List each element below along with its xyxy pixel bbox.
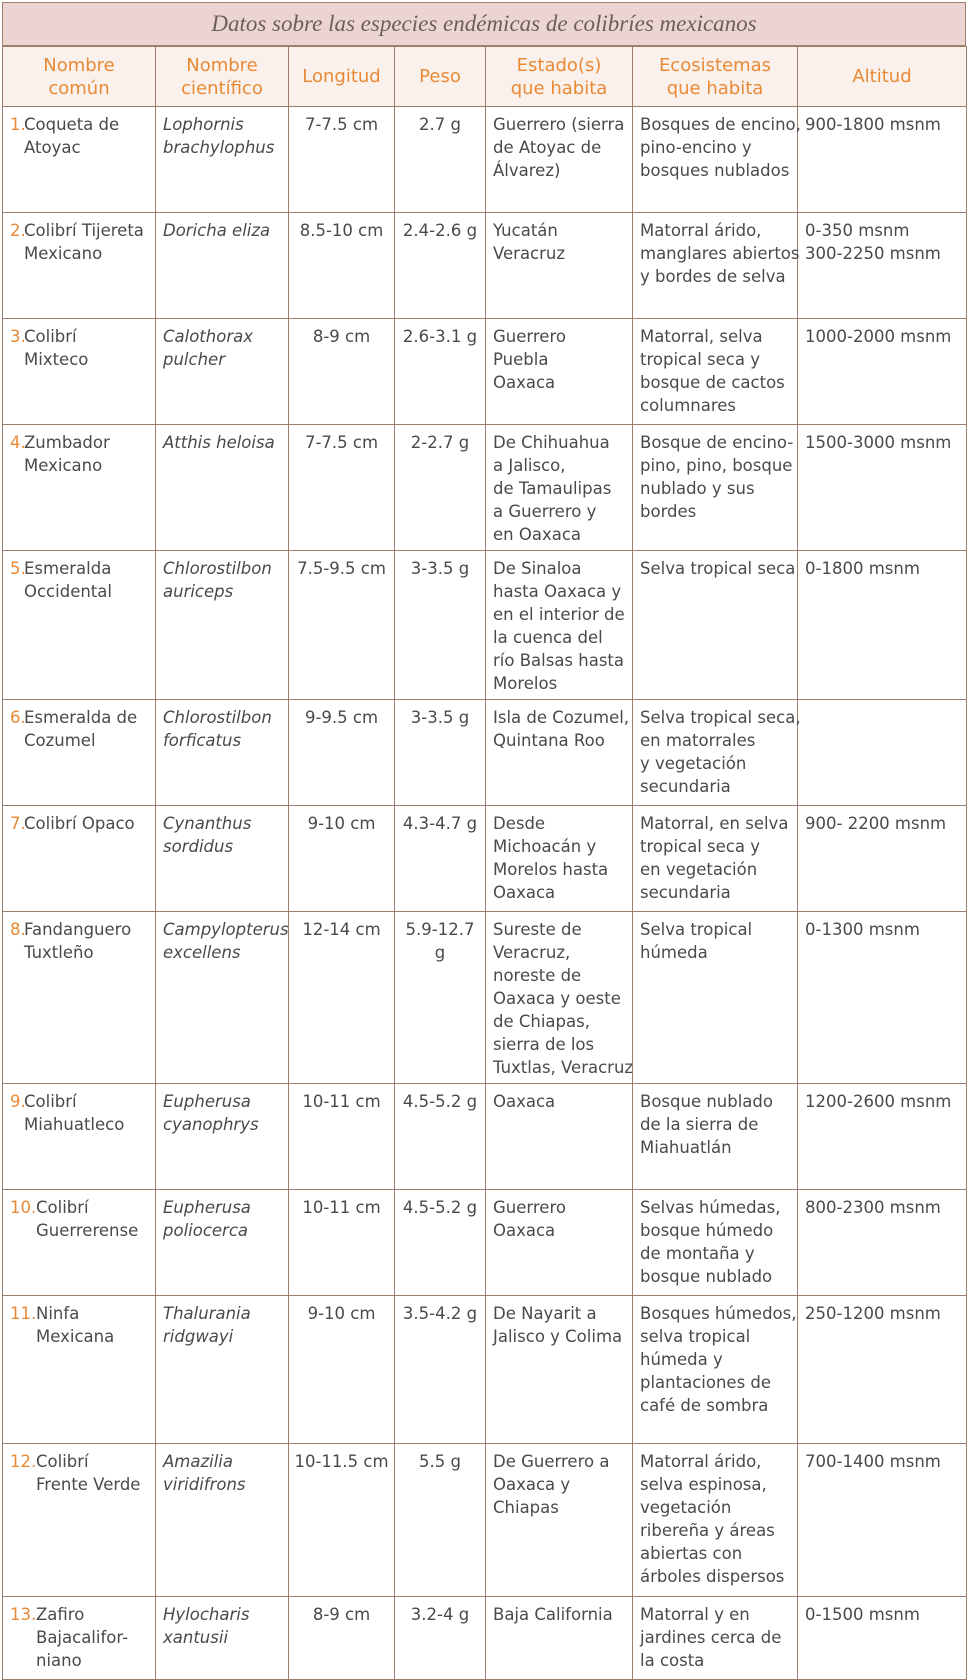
cell-line: Oaxaca	[493, 1092, 556, 1111]
row-number: 7.	[10, 814, 26, 833]
cell-line: 700-1400 msnm	[805, 1452, 941, 1471]
cell-line: Tuxtleño	[24, 943, 94, 962]
cell-line: 1500-3000 msnm	[805, 433, 952, 452]
cell-states	[486, 1444, 633, 1597]
cell-line: forficatus	[163, 731, 242, 750]
cell-altitude	[798, 1084, 967, 1190]
cell-line: la cuenca del	[493, 628, 603, 647]
cell-states	[486, 1190, 633, 1296]
cell-altitude	[798, 551, 967, 700]
cell-line: Isla de Cozumel,	[493, 708, 630, 727]
cell-line: Atoyac	[24, 138, 81, 157]
cell-line: Ninfa	[36, 1304, 80, 1323]
cell-line: 800-2300 msnm	[805, 1198, 941, 1217]
common-name	[24, 557, 149, 603]
cell-line: de montaña y	[640, 1244, 755, 1263]
cell-line: Matorral árido,	[640, 1452, 762, 1471]
table-row	[3, 107, 967, 213]
cell-scientific-name	[156, 1296, 289, 1444]
cell-line: a Jalisco,	[493, 456, 566, 475]
cell-line: 0-350 msnm	[805, 221, 910, 240]
cell-line: Chlorostilbon	[163, 559, 272, 578]
cell-line: sordidus	[163, 837, 234, 856]
cell-line: Guerrero	[493, 1198, 566, 1217]
cell-line: pino, pino, bosque	[640, 456, 793, 475]
cell-line: selva tropical	[640, 1327, 751, 1346]
cell-line: de Tamaulipas	[493, 479, 612, 498]
cell-line: auriceps	[163, 582, 234, 601]
cell-states	[486, 1597, 633, 1680]
cell-weight: 2.4-2.6 g	[395, 213, 486, 319]
cell-common-name	[3, 1597, 156, 1680]
cell-line: Occidental	[24, 582, 112, 601]
cell-length: 10-11 cm	[289, 1190, 395, 1296]
cell-scientific-name	[156, 1444, 289, 1597]
cell-line: Jalisco y Colima	[493, 1327, 623, 1346]
cell-line: en matorrales	[640, 731, 756, 750]
cell-line: Bajacalifor-	[36, 1628, 129, 1647]
cell-common-name	[3, 213, 156, 319]
cell-weight: 3.2-4 g	[395, 1597, 486, 1680]
cell-length: 7-7.5 cm	[289, 107, 395, 213]
cell-line: Mexicana	[36, 1327, 115, 1346]
cell-line: Thalurania	[163, 1304, 251, 1323]
row-number: 9.	[10, 1092, 26, 1111]
cell-weight: 2-2.7 g	[395, 425, 486, 551]
cell-line: Colibrí	[36, 1198, 89, 1217]
cell-line: tropical seca y	[640, 350, 760, 369]
cell-line: 1200-2600 msnm	[805, 1092, 952, 1111]
cell-line: Oaxaca	[493, 373, 556, 392]
common-name	[24, 812, 149, 835]
header-length: Longitud	[289, 47, 395, 107]
common-name	[36, 1196, 149, 1242]
cell-line: Lophornis	[163, 115, 244, 134]
cell-states	[486, 425, 633, 551]
cell-line: Chiapas	[493, 1498, 559, 1517]
cell-line: Coqueta de	[24, 115, 120, 134]
cell-line: Mexicano	[24, 244, 103, 263]
cell-line: 0-1300 msnm	[805, 920, 920, 939]
cell-line: xantusii	[163, 1628, 229, 1647]
cell-scientific-name	[156, 425, 289, 551]
table-row	[3, 1296, 967, 1444]
cell-line: Morelos hasta	[493, 860, 609, 879]
cell-line: Frente Verde	[36, 1475, 141, 1494]
cell-line: De Guerrero a	[493, 1452, 610, 1471]
table-row	[3, 1084, 967, 1190]
cell-common-name	[3, 1296, 156, 1444]
cell-line: Esmeralda	[24, 559, 112, 578]
cell-line: Sureste de	[493, 920, 582, 939]
cell-line: abiertas con	[640, 1544, 743, 1563]
cell-line: café de sombra	[640, 1396, 769, 1415]
row-number: 5.	[10, 559, 26, 578]
cell-common-name	[3, 107, 156, 213]
species-table	[2, 46, 967, 1680]
cell-length: 8-9 cm	[289, 1597, 395, 1680]
cell-line: Veracruz	[493, 244, 566, 263]
cell-ecosystems	[633, 806, 798, 912]
cell-line: Selva tropical seca,	[640, 708, 801, 727]
cell-scientific-name	[156, 1084, 289, 1190]
cell-line: De Sinaloa	[493, 559, 582, 578]
cell-line: bosque de cactos	[640, 373, 785, 392]
cell-ecosystems	[633, 107, 801, 213]
cell-line: viridifrons	[163, 1475, 246, 1494]
cell-line: río Balsas hasta	[493, 651, 625, 670]
cell-weight: 2.6-3.1 g	[395, 319, 486, 425]
cell-line: Veracruz,	[493, 943, 571, 962]
cell-line: excellens	[163, 943, 241, 962]
cell-scientific-name	[156, 912, 289, 1084]
cell-line: Miahuatleco	[24, 1115, 125, 1134]
cell-line: Selva tropical	[640, 920, 753, 939]
cell-states	[486, 213, 633, 319]
cell-line: niano	[36, 1651, 82, 1670]
cell-states	[486, 1084, 633, 1190]
cell-states	[486, 806, 633, 912]
table-title: Datos sobre las especies endémicas de colibríes mexicanos	[2, 2, 966, 46]
cell-line: manglares abiertos	[640, 244, 800, 263]
cell-line: 900-1800 msnm	[805, 115, 941, 134]
cell-line: Chlorostilbon	[163, 708, 272, 727]
cell-scientific-name	[156, 700, 289, 806]
cell-line: Baja California	[493, 1605, 613, 1624]
cell-altitude	[798, 1296, 967, 1444]
cell-line: Matorral, en selva	[640, 814, 789, 833]
cell-line: 0-1800 msnm	[805, 559, 920, 578]
cell-line: plantaciones de	[640, 1373, 772, 1392]
header-row	[3, 47, 967, 107]
cell-line: Zafiro	[36, 1605, 85, 1624]
cell-line: en el interior de	[493, 605, 625, 624]
cell-ecosystems	[633, 319, 798, 425]
cell-line: Oaxaca	[493, 883, 556, 902]
cell-altitude	[798, 806, 967, 912]
cell-length: 9-9.5 cm	[289, 700, 395, 806]
header-scientific-name: Nombre científico	[156, 47, 289, 107]
cell-altitude	[798, 1444, 967, 1597]
cell-line: y bordes de selva	[640, 267, 786, 286]
cell-weight: 5.9-12.7 g	[395, 912, 486, 1084]
cell-line: Bosque nublado	[640, 1092, 773, 1111]
cell-line: de Chiapas,	[493, 1012, 590, 1031]
cell-line: 1000-2000 msnm	[805, 327, 952, 346]
row-number: 3.	[10, 327, 26, 346]
cell-states	[486, 912, 633, 1084]
cell-line: 900- 2200 msnm	[805, 814, 947, 833]
cell-scientific-name	[156, 806, 289, 912]
cell-weight: 4.5-5.2 g	[395, 1084, 486, 1190]
cell-line: Michoacán y	[493, 837, 597, 856]
cell-line: de la sierra de	[640, 1115, 759, 1134]
cell-altitude	[798, 425, 967, 551]
cell-ecosystems	[633, 213, 798, 319]
cell-scientific-name	[156, 107, 289, 213]
cell-line: Eupherusa	[163, 1198, 251, 1217]
cell-line: Guerrero (sierra	[493, 115, 625, 134]
cell-length: 9-10 cm	[289, 1296, 395, 1444]
cell-line: Calothorax	[163, 327, 253, 346]
cell-line: bosques nublados	[640, 161, 790, 180]
cell-common-name	[3, 700, 156, 806]
cell-line: brachylophus	[163, 138, 275, 157]
cell-line: Oaxaca y	[493, 1475, 571, 1494]
common-name	[36, 1603, 149, 1672]
cell-line: secundaria	[640, 777, 731, 796]
cell-line: húmeda	[640, 943, 708, 962]
cell-states	[486, 319, 633, 425]
cell-scientific-name	[156, 319, 289, 425]
cell-length: 7.5-9.5 cm	[289, 551, 395, 700]
cell-line: Miahuatlán	[640, 1138, 732, 1157]
cell-line: Tuxtlas, Veracruz	[493, 1058, 634, 1077]
cell-ecosystems	[633, 1190, 798, 1296]
cell-line: bosque húmedo	[640, 1221, 774, 1240]
header-ecosystems: Ecosistemas que habita	[633, 47, 798, 107]
cell-line: cyanophrys	[163, 1115, 259, 1134]
table-row	[3, 700, 967, 806]
cell-common-name	[3, 1444, 156, 1597]
table-row	[3, 1597, 967, 1680]
cell-line: noreste de	[493, 966, 582, 985]
cell-altitude	[798, 1597, 967, 1680]
cell-line: Esmeralda de	[24, 708, 138, 727]
cell-weight: 3-3.5 g	[395, 700, 486, 806]
cell-length: 10-11 cm	[289, 1084, 395, 1190]
cell-line: Bosques húmedos,	[640, 1304, 797, 1323]
cell-states	[486, 107, 633, 213]
cell-line: Mixteco	[24, 350, 89, 369]
common-name	[36, 1302, 149, 1348]
row-number: 2.	[10, 221, 26, 240]
cell-line: Zumbador	[24, 433, 110, 452]
cell-line: hasta Oaxaca y	[493, 582, 622, 601]
cell-line: Matorral y en	[640, 1605, 750, 1624]
cell-length: 7-7.5 cm	[289, 425, 395, 551]
row-number: 6.	[10, 708, 26, 727]
cell-line: Matorral árido,	[640, 221, 762, 240]
cell-line: en vegetación	[640, 860, 758, 879]
common-name	[24, 219, 149, 265]
cell-line: Oaxaca	[493, 1221, 556, 1240]
cell-altitude	[798, 107, 967, 213]
common-name	[24, 431, 149, 477]
cell-ecosystems	[633, 912, 798, 1084]
header-common-name: Nombre común	[3, 47, 156, 107]
common-name	[24, 706, 149, 752]
cell-line: Guerrero	[493, 327, 566, 346]
cell-line: Colibrí	[36, 1452, 89, 1471]
cell-line: Guerrerense	[36, 1221, 139, 1240]
cell-weight: 2.7 g	[395, 107, 486, 213]
cell-line: Amazilia	[163, 1452, 233, 1471]
cell-length: 8-9 cm	[289, 319, 395, 425]
table-row	[3, 319, 967, 425]
cell-states	[486, 551, 633, 700]
common-name	[24, 325, 149, 371]
cell-altitude	[798, 912, 967, 1084]
cell-line: Selva tropical seca	[640, 559, 796, 578]
cell-line: Colibrí Opaco	[24, 814, 135, 833]
cell-altitude	[798, 1190, 967, 1296]
cell-line: ridgwayi	[163, 1327, 234, 1346]
cell-line: Yucatán	[493, 221, 558, 240]
cell-line: De Nayarit a	[493, 1304, 597, 1323]
table-row	[3, 1190, 967, 1296]
cell-line: 300-2250 msnm	[805, 244, 941, 263]
cell-length: 12-14 cm	[289, 912, 395, 1084]
cell-common-name	[3, 551, 156, 700]
row-number: 1.	[10, 115, 26, 134]
cell-ecosystems	[633, 1444, 798, 1597]
cell-line: De Chihuahua	[493, 433, 610, 452]
cell-altitude	[798, 319, 967, 425]
cell-line: y vegetación	[640, 754, 747, 773]
table-row	[3, 551, 967, 700]
cell-weight: 4.5-5.2 g	[395, 1190, 486, 1296]
cell-scientific-name	[156, 213, 289, 319]
table-row	[3, 1444, 967, 1597]
cell-line: secundaria	[640, 883, 731, 902]
cell-line: bordes	[640, 502, 697, 521]
cell-line: en Oaxaca	[493, 525, 582, 544]
cell-weight: 4.3-4.7 g	[395, 806, 486, 912]
cell-common-name	[3, 912, 156, 1084]
cell-line: Álvarez)	[493, 161, 561, 180]
row-number: 11.	[10, 1304, 37, 1323]
cell-line: jardines cerca de	[640, 1628, 782, 1647]
cell-line: Hylocharis	[163, 1605, 250, 1624]
header-weight: Peso	[395, 47, 486, 107]
row-number: 13.	[10, 1605, 37, 1624]
cell-line: a Guerrero y	[493, 502, 597, 521]
common-name	[36, 1450, 149, 1496]
header-states: Estado(s) que habita	[486, 47, 633, 107]
row-number: 10.	[10, 1198, 37, 1217]
cell-common-name	[3, 806, 156, 912]
cell-length: 8.5-10 cm	[289, 213, 395, 319]
cell-altitude	[798, 700, 967, 806]
cell-line: Eupherusa	[163, 1092, 251, 1111]
cell-line: Mexicano	[24, 456, 103, 475]
table-row	[3, 425, 967, 551]
cell-line: vegetación	[640, 1498, 732, 1517]
cell-line: Morelos	[493, 674, 558, 693]
cell-line: ribereña y áreas	[640, 1521, 775, 1540]
cell-line: Bosque de encino-	[640, 433, 794, 452]
cell-weight: 5.5 g	[395, 1444, 486, 1597]
cell-line: de Atoyac de	[493, 138, 602, 157]
cell-line: nublado y sus	[640, 479, 755, 498]
cell-line: la costa	[640, 1651, 705, 1670]
row-number: 4.	[10, 433, 26, 452]
cell-line: Bosques de encino,	[640, 115, 801, 134]
cell-line: árboles dispersos	[640, 1567, 785, 1586]
cell-line: Atthis heloisa	[163, 433, 275, 452]
row-number: 8.	[10, 920, 26, 939]
cell-line: Fandanguero	[24, 920, 132, 939]
table-row	[3, 806, 967, 912]
cell-line: Quintana Roo	[493, 731, 605, 750]
cell-line: Cynanthus	[163, 814, 252, 833]
row-number: 12.	[10, 1452, 37, 1471]
cell-states	[486, 1296, 633, 1444]
cell-line: pulcher	[163, 350, 225, 369]
cell-line: selva espinosa,	[640, 1475, 767, 1494]
cell-length: 9-10 cm	[289, 806, 395, 912]
table-row	[3, 912, 967, 1084]
cell-line: pino-encino y	[640, 138, 752, 157]
cell-common-name	[3, 425, 156, 551]
table-row	[3, 213, 967, 319]
cell-line: Cozumel	[24, 731, 96, 750]
cell-ecosystems	[633, 551, 798, 700]
cell-line: Colibrí	[24, 327, 77, 346]
cell-ecosystems	[633, 1084, 798, 1190]
cell-line: Matorral, selva	[640, 327, 763, 346]
cell-scientific-name	[156, 551, 289, 700]
common-name	[24, 113, 149, 159]
cell-line: Doricha eliza	[163, 221, 271, 240]
cell-line: Colibrí	[24, 1092, 77, 1111]
cell-common-name	[3, 319, 156, 425]
cell-ecosystems	[633, 700, 801, 806]
cell-line: Puebla	[493, 350, 549, 369]
header-altitude: Altitud	[798, 47, 967, 107]
cell-altitude	[798, 213, 967, 319]
cell-line: 250-1200 msnm	[805, 1304, 941, 1323]
cell-line: 0-1500 msnm	[805, 1605, 920, 1624]
cell-ecosystems	[633, 1597, 798, 1680]
cell-line: Campylopterus	[163, 920, 289, 939]
cell-line: Selvas húmedas,	[640, 1198, 781, 1217]
cell-ecosystems	[633, 1296, 798, 1444]
cell-weight: 3-3.5 g	[395, 551, 486, 700]
cell-line: húmeda y	[640, 1350, 723, 1369]
cell-common-name	[3, 1190, 156, 1296]
cell-line: Oaxaca y oeste	[493, 989, 621, 1008]
cell-weight: 3.5-4.2 g	[395, 1296, 486, 1444]
cell-scientific-name	[156, 1597, 289, 1680]
cell-line: Desde	[493, 814, 546, 833]
cell-line: tropical seca y	[640, 837, 760, 856]
cell-common-name	[3, 1084, 156, 1190]
cell-line: sierra de los	[493, 1035, 595, 1054]
cell-line: poliocerca	[163, 1221, 249, 1240]
cell-line: columnares	[640, 396, 737, 415]
cell-states	[486, 700, 633, 806]
common-name	[24, 918, 149, 964]
cell-line: bosque nublado	[640, 1267, 773, 1286]
cell-ecosystems	[633, 425, 798, 551]
cell-line: Colibrí Tijereta	[24, 221, 144, 240]
common-name	[24, 1090, 149, 1136]
cell-length: 10-11.5 cm	[289, 1444, 395, 1597]
cell-scientific-name	[156, 1190, 289, 1296]
table-body	[3, 107, 967, 1680]
